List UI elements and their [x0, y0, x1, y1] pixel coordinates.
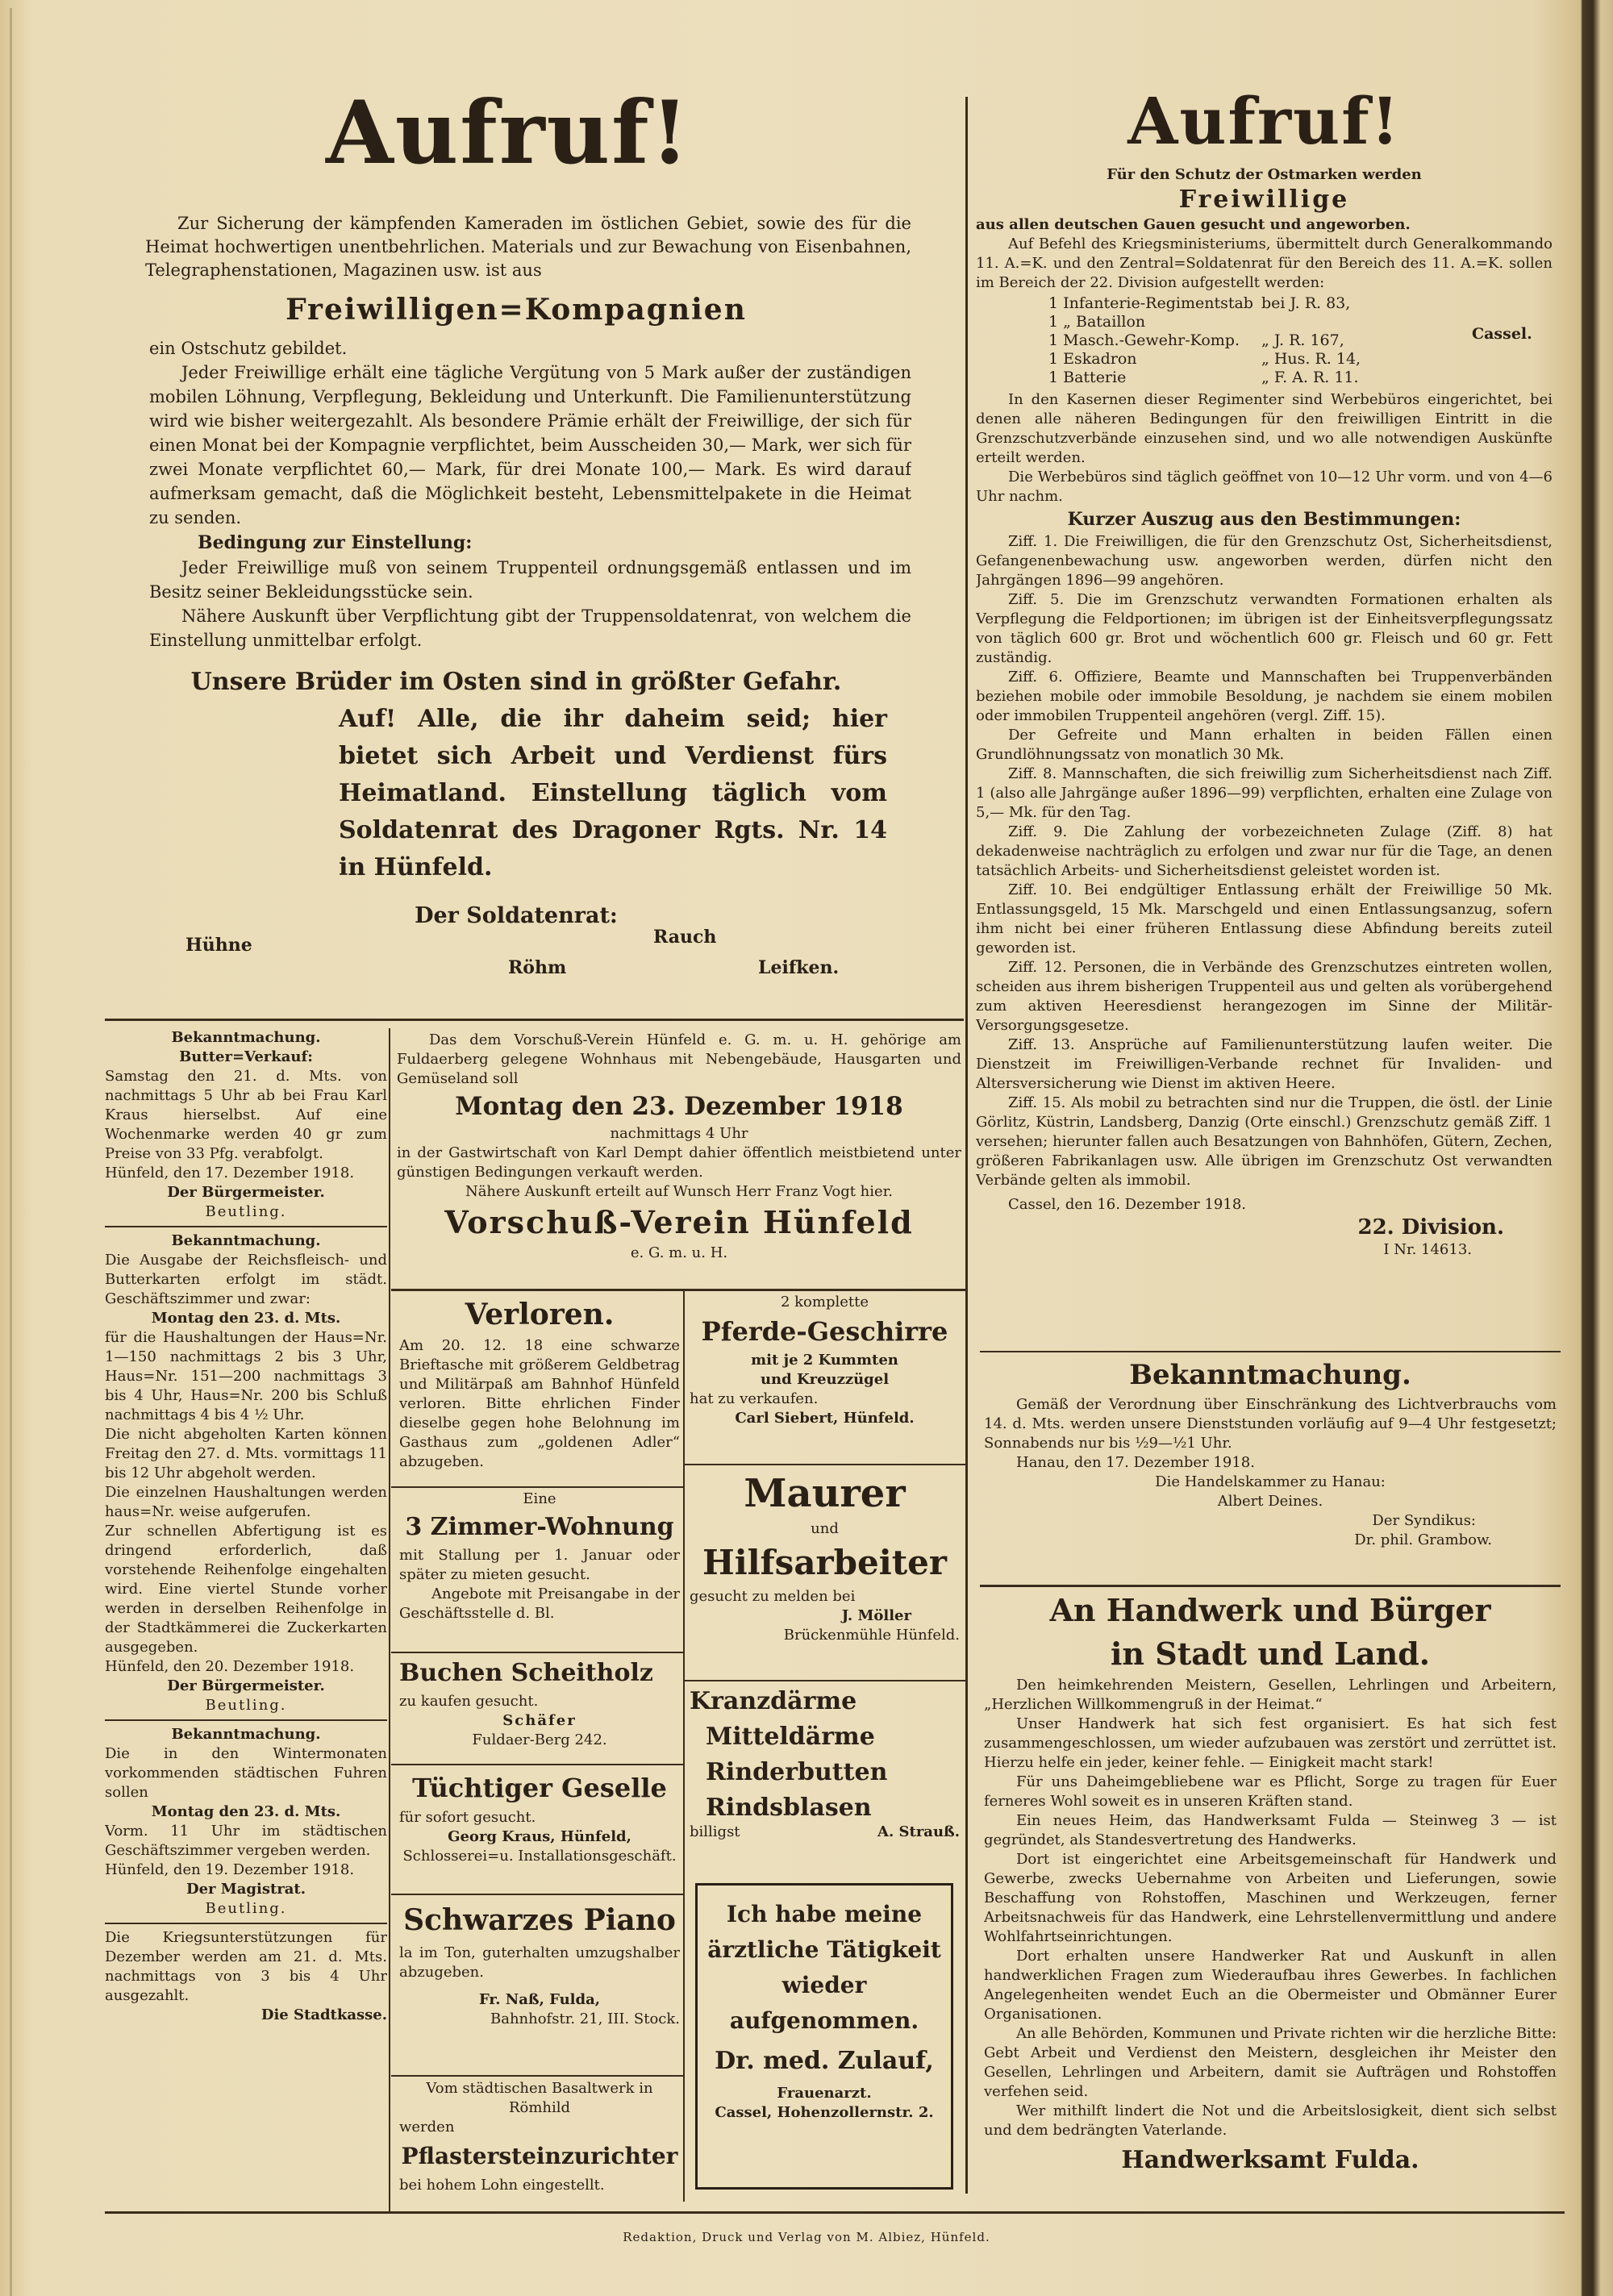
ad-butcher-item-3: Rinderbutten [706, 1758, 888, 1786]
ads-divider-mason [685, 1680, 965, 1681]
signature-leifken: Leifken. [758, 957, 840, 978]
notice-haulage-title: Bekanntmachung. [171, 1726, 321, 1743]
ad-auction-text1: Das dem Vorschuß-Verein Hünfeld e. G. m. u. H. gehörige am Fuldaerberg gelegene Wohnhaus mit Nebengebäude, Hausgarten und Gemüseland soll [397, 1031, 961, 1087]
ad-flat [399, 1490, 680, 1651]
notice-cards-title: Bekanntmachung. [171, 1232, 321, 1249]
ad-harness-l1: 2 komplette [780, 1294, 869, 1311]
units-at [1261, 313, 1369, 331]
notice-butter-date: Hünfeld, den 17. Dezember 1918. [105, 1165, 355, 1181]
right-appeal-z8: Ziff. 8. Mannschaften, die sich freiwillig zum Sicherheitsdienst nach Ziff. 1 (also alle Jahrgänge außer 1896—99) verpflichten, erhalten eine Zulage von 5,— Mk. für den Tag. [976, 765, 1553, 821]
ad-wood-name: Schäfer [502, 1712, 577, 1729]
right-appeal-sub3: aus allen deutschen Gauen gesucht und angeworben. [976, 216, 1411, 233]
craft-appeal-p6: Dort erhalten unsere Handwerker Rat und Auskunft in allen handwerklichen Fragen zum Wiederaufbau ihres Gewerbes. In fachlichen Angelegenheiten wendet Euch an die Obermeister und Obmänner Eurer Organisationen. [984, 1948, 1557, 2023]
ad-wood-title: Buchen Scheitholz [399, 1659, 653, 1687]
ad-journeyman-name: Georg Kraus, Hünfeld, [448, 1828, 631, 1845]
ad-paver-text3: bei hohem Lohn eingestellt. [399, 2177, 605, 2194]
notice-cards-text1: Die Ausgabe der Reichsfleisch- und Butterkarten erfolgt im städt. Geschäftszimmer und zwar: [105, 1252, 387, 1307]
ad-journeyman-shop: Schlosserei=u. Installationsgeschäft. [402, 1848, 677, 1865]
notice-support-text: Die Kriegsunterstützungen für Dezember werden am 21. d. Mts. nachmittags von 3 bis 4 Uhr ausgezahlt. [105, 1929, 387, 2004]
ad-paver-text2: werden [399, 2119, 455, 2136]
right-appeal-z6: Ziff. 6. Offiziere, Beamte und Mannschaften bei Truppenverbänden beziehen mobile oder immobile Besoldung, je nachdem sie einem mobilen oder immobilen Truppenteil angehören (vergl. Ziff. 15). [976, 669, 1553, 724]
units-row [1048, 369, 1369, 387]
craft-appeal-p1: Den heimkehrenden Meistern, Gesellen, Lehrlingen und Arbeitern, „Herzlichen Willkommengruß in der Heimat.“ [984, 1677, 1557, 1713]
ad-piano-text: la im Ton, guterhalten umzugshalber abzugeben. [399, 1944, 680, 1981]
notice-cards-text3: Die nicht abgeholten Karten können Freitag den 27. d. Mts. vormittags 11 bis 12 Uhr abgeholt werden. [105, 1426, 387, 1481]
ad-piano-name: Fr. Naß, Fulda, [478, 1991, 601, 2008]
ad-mason-place: Brückenmühle Hünfeld. [783, 1627, 960, 1644]
chamber-notice-role: Der Syndikus: [1372, 1512, 1476, 1529]
ad-mason-title1: Maurer [744, 1471, 906, 1516]
notice-butter-sig2: Beutling. [205, 1203, 287, 1220]
ads-divider-1 [391, 1289, 965, 1291]
ad-wood-text: zu kaufen gesucht. [399, 1693, 539, 1710]
ad-journeyman [399, 1768, 680, 1893]
notice-cards-text4: Die einzelnen Haushaltungen werden haus=Nr. weise aufgerufen. [105, 1484, 387, 1520]
left-appeal-title: Aufruf! [325, 82, 691, 184]
notice-support-sig: Die Stadtkasse. [260, 2006, 387, 2023]
ad-mason-text: gesucht zu melden bei [690, 1588, 856, 1605]
left-appeal-condition-heading: Bedingung zur Einstellung: [198, 532, 473, 553]
notice-haulage-text: Die in den Wintermonaten vorkommenden städtischen Fuhren sollen [105, 1745, 387, 1801]
notice-cards-text5: Zur schnellen Abfertigung ist es dringend erforderlich, daß vorstehende Reihenfolge eingehalten wird. Eine viertel Stunde vorher werden in derselben Reihenfolge in der Stadtkämmerei die Zuckerkarten ausgegeben. [105, 1523, 387, 1656]
ads-divider-wood [391, 1764, 683, 1765]
ad-harness-l4: hat zu verkaufen. [690, 1390, 819, 1407]
units-table [1048, 294, 1369, 387]
notice-butter-title: Bekanntmachung. [171, 1029, 321, 1046]
right-appeal-head2: Kurzer Auszug aus den Bestimmungen: [1067, 509, 1461, 530]
units-count: 1 Batterie [1048, 369, 1127, 386]
ad-mason [690, 1468, 960, 1679]
right-appeal-sig: 22. Division. [1357, 1215, 1504, 1240]
ad-doctor-l2: ärztliche Tätigkeit [707, 1936, 941, 1963]
craft-appeal [984, 1589, 1557, 2202]
left-appeal [121, 77, 911, 1024]
ad-harness [690, 1293, 960, 1464]
ads-divider-journeyman [391, 1894, 683, 1895]
right-appeal-ref: I Nr. 14613. [1383, 1241, 1472, 1258]
units-count: 1 „ Bataillon [1048, 313, 1146, 331]
chamber-notice-title: Bekanntmachung. [1129, 1359, 1411, 1391]
notices-divider-1 [105, 1226, 387, 1227]
ad-doctor-l3: wieder [781, 1972, 867, 1998]
ad-auction-time: nachmittags 4 Uhr [610, 1125, 748, 1142]
left-appeal-p4: Nähere Auskunft über Verpflichtung gibt der Truppensoldatenrat, von welchem die Einstellung unmittelbar erfolgt. [149, 606, 911, 650]
ad-wood-addr: Fuldaer-Berg 242. [472, 1731, 607, 1748]
right-appeal-z12: Ziff. 12. Personen, die in Verbände des Grenzschutzes eintreten wollen, scheiden aus ihrem bisherigen Truppenteil aus und gelten als vorübergehend zum aktiven Heeresdienst herangezogen im Sinne der Militär-Versorgungsgesetze. [976, 959, 1553, 1034]
chamber-notice-org: Die Handelskammer zu Hanau: [1155, 1473, 1386, 1490]
ad-doctor [695, 1883, 953, 2190]
craft-appeal-p2: Unser Handwerk hat sich fest organisiert. Es hat sich fest zusammengeschlossen, um wieder aufzubauen was zerstört und zerrüttet ist. Hierzu helfe ein jeder, keiner fehle. — Einigkeit macht stark! [984, 1715, 1557, 1771]
notice-cards-sig2: Beutling. [205, 1697, 287, 1714]
notice-haulage-sig2: Beutling. [205, 1900, 287, 1917]
craft-appeal-p3: Für uns Daheimgebliebene war es Pflicht, Sorge zu tragen für Euer ferneres Wohl soweit es in unseren Kräften stand. [984, 1773, 1557, 1810]
notice-support [105, 1928, 387, 2025]
ad-flat-text2: Angebote mit Preisangabe in der Geschäftsstelle d. Bl. [399, 1586, 680, 1622]
left-appeal-signatures [121, 927, 911, 991]
notice-haulage [105, 1725, 387, 1919]
units-place: Cassel. [1472, 325, 1532, 343]
ad-butcher [690, 1684, 960, 1877]
ad-flat-l1: Eine [523, 1490, 556, 1507]
right-appeal-date: Cassel, den 16. Dezember 1918. [1008, 1196, 1246, 1213]
notices-column [105, 1028, 387, 2214]
craft-appeal-sig: Handwerksamt Fulda. [1121, 2146, 1419, 2174]
chamber-notice-text: Gemäß der Verordnung über Einschränkung des Lichtverbrauchs vom 14. d. Mts. werden unsere Dienststunden vorläufig auf 9—4 Uhr festgesetzt; Sonnabends nur bis ½9—½1 Uhr. [984, 1396, 1557, 1452]
ad-wood [399, 1655, 680, 1762]
units-count: 1 Masch.-Gewehr-Komp. [1048, 331, 1240, 349]
ad-journeyman-text: für sofort gesucht. [399, 1809, 536, 1826]
ad-butcher-item-2: Mitteldärme [706, 1723, 875, 1751]
ad-lost-title: Verloren. [465, 1298, 615, 1331]
right-appeal-z1: Ziff. 1. Die Freiwilligen, die für den Grenzschutz Ost, Sicherheitsdienst, Gefangenenbewachung usw. angeworben werden, dürfen nicht den Jahrgängen 1896—99 angehören. [976, 533, 1553, 589]
left-divider [105, 1019, 964, 1021]
signature-huehne: Hühne [185, 935, 252, 956]
craft-appeal-p5: Dort ist eingerichtet eine Arbeitsgemeinschaft für Handwerk und Gewerbe, zwecks Uebernahme von Arbeiten und Lieferungen, sowie Beschaffung von Rohstoffen, Maschinen und Werkzeugen, ferner Arbeitsnachweis für das Handwerk, eine Lehrstellenvermittlung und andere Wohlfahrtseinrichtungen. [984, 1851, 1557, 1945]
ad-harness-l2: mit je 2 Kummten [751, 1352, 898, 1369]
notice-cards [105, 1231, 387, 1715]
chamber-notice [984, 1355, 1557, 1585]
craft-appeal-p8: Wer mithilft lindert die Not und die Arbeitslosigkeit, dient sich selbst und dem bedrängten Vaterlande. [984, 2102, 1557, 2139]
ads-middle-rule [683, 1290, 685, 2202]
ad-doctor-addr: Cassel, Hohenzollernstr. 2. [715, 2104, 934, 2121]
ad-doctor-l1: Ich habe meine [726, 1901, 923, 1927]
ad-doctor-l4: aufgenommen. [729, 2007, 919, 2034]
right-appeal [976, 77, 1553, 1302]
ad-lost [399, 1293, 680, 1486]
right-appeal-p2: In den Kasernen dieser Regimenter sind Werbebüros eingerichtet, bei denen alle näheren Bedingungen für den freiwilligen Eintritt in die Grenzschutzverbände einzusehen sind, und wo alle notwendigen Auskünfte erteilt werden. [976, 391, 1553, 466]
ad-butcher-item-1: Kranzdärme [690, 1687, 857, 1715]
center-rule [965, 97, 968, 2194]
ad-butcher-item-4: Rindsblasen [706, 1794, 872, 1822]
left-appeal-bold2: Auf! Alle, die ihr daheim seid; hier bietet sich Arbeit und Verdienst fürs Heimatland. Einstellung täglich vom Soldatenrat des Dragoner Rgts. Nr. 14 in Hünfeld. [339, 705, 887, 881]
ad-harness-sig: Carl Siebert, Hünfeld. [735, 1410, 915, 1427]
notices-divider-2 [105, 1719, 387, 1721]
left-appeal-heading: Freiwilligen=Kompagnien [286, 293, 747, 327]
notice-haulage-sig1: Der Magistrat. [186, 1881, 306, 1898]
ad-doctor-name: Dr. med. Zulauf, [715, 2047, 934, 2075]
ad-harness-title: Pferde-Geschirre [701, 1316, 948, 1347]
notices-divider-3 [105, 1923, 387, 1924]
ad-paver-title: Pflastersteinzurichter [401, 2143, 678, 2169]
ad-auction-sig2: e. G. m. u. H. [630, 1244, 728, 1261]
right-appeal-units [976, 294, 1553, 387]
notice-butter [105, 1028, 387, 1222]
units-count: 1 Infanterie-Regimentstab [1048, 294, 1253, 312]
notice-cards-sig1: Der Bürgermeister. [167, 1677, 325, 1694]
units-count: 1 Eskadron [1048, 350, 1137, 368]
ads-divider-flat [391, 1652, 683, 1653]
notice-haulage-date: Hünfeld, den 19. Dezember 1918. [105, 1861, 355, 1878]
left-appeal-bold1: Unsere Brüder im Osten sind in größter Gefahr. [190, 668, 842, 696]
craft-appeal-title1: An Handwerk und Bürger [1049, 1592, 1491, 1628]
notice-cards-date: Hünfeld, den 20. Dezember 1918. [105, 1658, 355, 1675]
ad-butcher-price: billigst [690, 1823, 740, 1840]
ad-flat-title: 3 Zimmer-Wohnung [405, 1513, 674, 1541]
units-at: bei J. R. 83, [1261, 294, 1351, 312]
craft-appeal-title2: in Stadt und Land. [1110, 1636, 1431, 1672]
ad-paver [399, 2079, 680, 2212]
units-row [1048, 313, 1369, 331]
ad-lost-text: Am 20. 12. 18 eine schwarze Brieftasche mit größerem Geldbetrag und Militärpaß am Bahnhof Hünfeld verloren. Bitte ehrlichen Finder dieselbe gegen hohe Belohnung im Gasthaus zum „goldenen Adler“ abzugeben. [399, 1337, 680, 1470]
notice-cards-day: Montag den 23. d. Mts. [151, 1310, 341, 1327]
right-appeal-z6b: Der Gefreite und Mann erhalten in beiden Fällen einen Grundlöhnungssatz von monatlich 30 Mk. [976, 727, 1553, 763]
right-divider-2 [980, 1585, 1561, 1587]
right-appeal-sub2: Freiwillige [1178, 185, 1350, 214]
right-appeal-p1: Auf Befehl des Kriegsministeriums, übermittelt durch Generalkommando 11. A.=K. und den Zentral=Soldatenrat für den Bereich des 11. A.=K. sollen im Bereich der 22. Division aufgestellt werden: [976, 235, 1553, 291]
footer-rule [105, 2211, 1565, 2214]
notice-butter-text: Samstag den 21. d. Mts. von nachmittags 5 Uhr ab bei Frau Karl Kraus hierselbst. Auf eine Wochenmarke werden 40 gr zum Preise von 33 Pfg. verabfolgt. [105, 1068, 387, 1162]
right-appeal-z5: Ziff. 5. Die im Grenzschutz verwandten Formationen erhalten als Verpflegung die Feldportionen; im übrigen ist der Einheitsverpflegungssatz von täglich 600 gr. Brot und wöchentlich 600 gr. Fleisch und 60 gr. Fett zuständig. [976, 591, 1553, 666]
ad-journeyman-title: Tüchtiger Geselle [412, 1773, 667, 1803]
left-appeal-p2: Jeder Freiwillige erhält eine tägliche Vergütung von 5 Mark außer der zuständigen mobilen Löhnung, Verpflegung, Bekleidung und Unterkunft. Die Familienunterstützung wird wie bisher weitergezahlt. Als besondere Prämie erhält der Freiwillige, der sich für einen Monat bei der Kompagnie verpflichtet, beim Ausscheiden 30,— Mark, wer sich für zwei Monate verpflichtet 60,— Mark, für drei Monate 100,— Mark. Es wird darauf aufmerksam gemacht, daß die Möglichkeit besteht, Lebensmittelpakete in die Heimat zu senden. [149, 363, 911, 527]
ad-auction-text2: in der Gastwirtschaft von Karl Dempt dahier öffentlich meistbietend unter günstigen Bedingungen verkauft werden. [397, 1144, 961, 1181]
signature-roehm: Röhm [508, 957, 567, 978]
notice-haulage-day: Montag den 23. d. Mts. [151, 1803, 341, 1820]
units-at: „ J. R. 167, [1261, 331, 1344, 349]
notice-haulage-text2: Vorm. 11 Uhr im städtischen Geschäftszimmer vergeben werden. [105, 1823, 387, 1859]
notices-rule [389, 1028, 390, 2214]
notice-butter-sig1: Der Bürgermeister. [167, 1184, 325, 1201]
units-row [1048, 350, 1369, 369]
ad-paver-text1: Vom städtischen Basaltwerk in Römhild [426, 2080, 653, 2116]
units-at: „ F. A. R. 11. [1261, 369, 1359, 386]
ad-harness-l3: und Kreuzzügel [760, 1371, 890, 1388]
ad-mason-name: J. Möller [841, 1607, 911, 1624]
right-divider-1 [980, 1351, 1561, 1352]
right-appeal-z13: Ziff. 13. Ansprüche auf Familienunterstützung laufen weiter. Die Dienstzeit im Freiwilligen-Verbande rechnet für Invaliden- und Altersversicherung wie Dienst im aktiven Heere. [976, 1036, 1553, 1092]
ad-mason-und: und [811, 1520, 839, 1537]
left-appeal-council: Der Soldatenrat: [415, 903, 618, 928]
ad-mason-title2: Hilfsarbeiter [702, 1543, 947, 1582]
chamber-notice-name1: Albert Deines. [1217, 1493, 1323, 1510]
right-appeal-title: Aufruf! [1127, 83, 1401, 159]
ads-divider-piano [391, 2075, 683, 2077]
ads-divider-lost [391, 1486, 683, 1488]
signature-rauch: Rauch [653, 927, 717, 948]
right-appeal-z10: Ziff. 10. Bei endgültiger Entlassung erhält der Freiwillige 50 Mk. Entlassungsgeld, 15 Mk. Marschgeld und einen Entlassungsanzug, sofern ihm nicht bei einer früheren Entlassung diese Abfindung bereits zuteil geworden ist. [976, 881, 1553, 956]
ad-doctor-title: Frauenarzt. [777, 2085, 872, 2102]
ad-butcher-sig: A. Strauß. [877, 1823, 960, 1840]
chamber-notice-date: Hanau, den 17. Dezember 1918. [1016, 1454, 1255, 1471]
right-appeal-sub1: Für den Schutz der Ostmarken werden [1107, 166, 1422, 183]
left-appeal-intro: Zur Sicherung der kämpfenden Kameraden im östlichen Gebiet, sowie des für die Heimat hochwertigen unentbehrlichen. Materials und zur Bewachung von Eisenbahnen, Telegraphenstationen, Magazinen usw. ist aus [145, 214, 911, 280]
notice-cards-text2: für die Haushaltungen der Haus=Nr. 1—150 nachmittags 2 bis 3 Uhr, Haus=Nr. 151—200 nachmittags 3 bis 4 Uhr, Haus=Nr. 200 bis Schluß nachmittags 4 bis 4 ½ Uhr. [105, 1329, 387, 1423]
chamber-notice-name2: Dr. phil. Grambow. [1354, 1531, 1492, 1548]
right-appeal-z9: Ziff. 9. Die Zahlung der vorbezeichneten Zulage (Ziff. 8) hat dekadenweise nachträglich zu erfolgen und zwar nur für die Tage, an denen tatsächlich Arbeits- und Sicherheitsdienst geleistet worden ist. [976, 823, 1553, 879]
ad-flat-text: mit Stallung per 1. Januar oder später zu mieten gesucht. [399, 1547, 680, 1583]
ad-auction-date: Montag den 23. Dezember 1918 [455, 1092, 903, 1121]
craft-appeal-p7: An alle Behörden, Kommunen und Private richten wir die herzliche Bitte: Gebt Arbeit und Verdienst den Meistern, desgleichen ihr Meister den Gesellen, Lehrlingen und Arbeitern, damit sie Aufträgen und Rohstoffen verfehen seid. [984, 2025, 1557, 2100]
ads-divider-harness [685, 1464, 965, 1465]
ad-piano-addr: Bahnhofstr. 21, III. Stock. [490, 2011, 680, 2027]
footer-imprint: Redaktion, Druck und Verlag von M. Albiez, Hünfeld. [623, 2230, 990, 2244]
ad-auction-sig: Vorschuß-Verein Hünfeld [444, 1204, 914, 1240]
units-row [1048, 294, 1369, 313]
left-appeal-p3: Jeder Freiwillige muß von seinem Truppenteil ordnungsgemäß entlassen und im Besitz seiner Bekleidungsstücke sein. [149, 558, 911, 602]
ad-auction-text3: Nähere Auskunft erteilt auf Wunsch Herr Franz Vogt hier. [465, 1183, 894, 1200]
units-at: „ Hus. R. 14, [1261, 350, 1361, 368]
units-row [1048, 331, 1369, 350]
right-appeal-p3: Die Werbebüros sind täglich geöffnet von 10—12 Uhr vorm. und von 4—6 Uhr nachm. [976, 469, 1553, 505]
notice-butter-sub: Butter=Verkauf: [179, 1048, 313, 1065]
ad-piano-title: Schwarzes Piano [403, 1903, 676, 1937]
right-appeal-z15: Ziff. 15. Als mobil zu betrachten sind nur die Truppen, die östl. der Linie Görlitz, Küstrin, Landsberg, Danzig (Orte einschl.) Grenzschutz gemäß Ziff. 1 versehen; hierunter fallen auch Besatzungen von Bahnhöfen, Gütern, Zechen, größeren Fabrikanlagen usw. Alle übrigen im Grenzschutz Ost verwandten Verbände gelten als immobil. [976, 1094, 1553, 1189]
facing-page-edge [1593, 0, 1613, 2296]
craft-appeal-p4: Ein neues Heim, das Handwerksamt Fulda — Steinweg 3 — ist gegründet, als Standesvertretung des Handwerks. [984, 1812, 1557, 1848]
ad-piano [399, 1897, 680, 2074]
left-appeal-p1: ein Ostschutz gebildet. [149, 339, 348, 358]
ad-auction [397, 1031, 961, 1289]
